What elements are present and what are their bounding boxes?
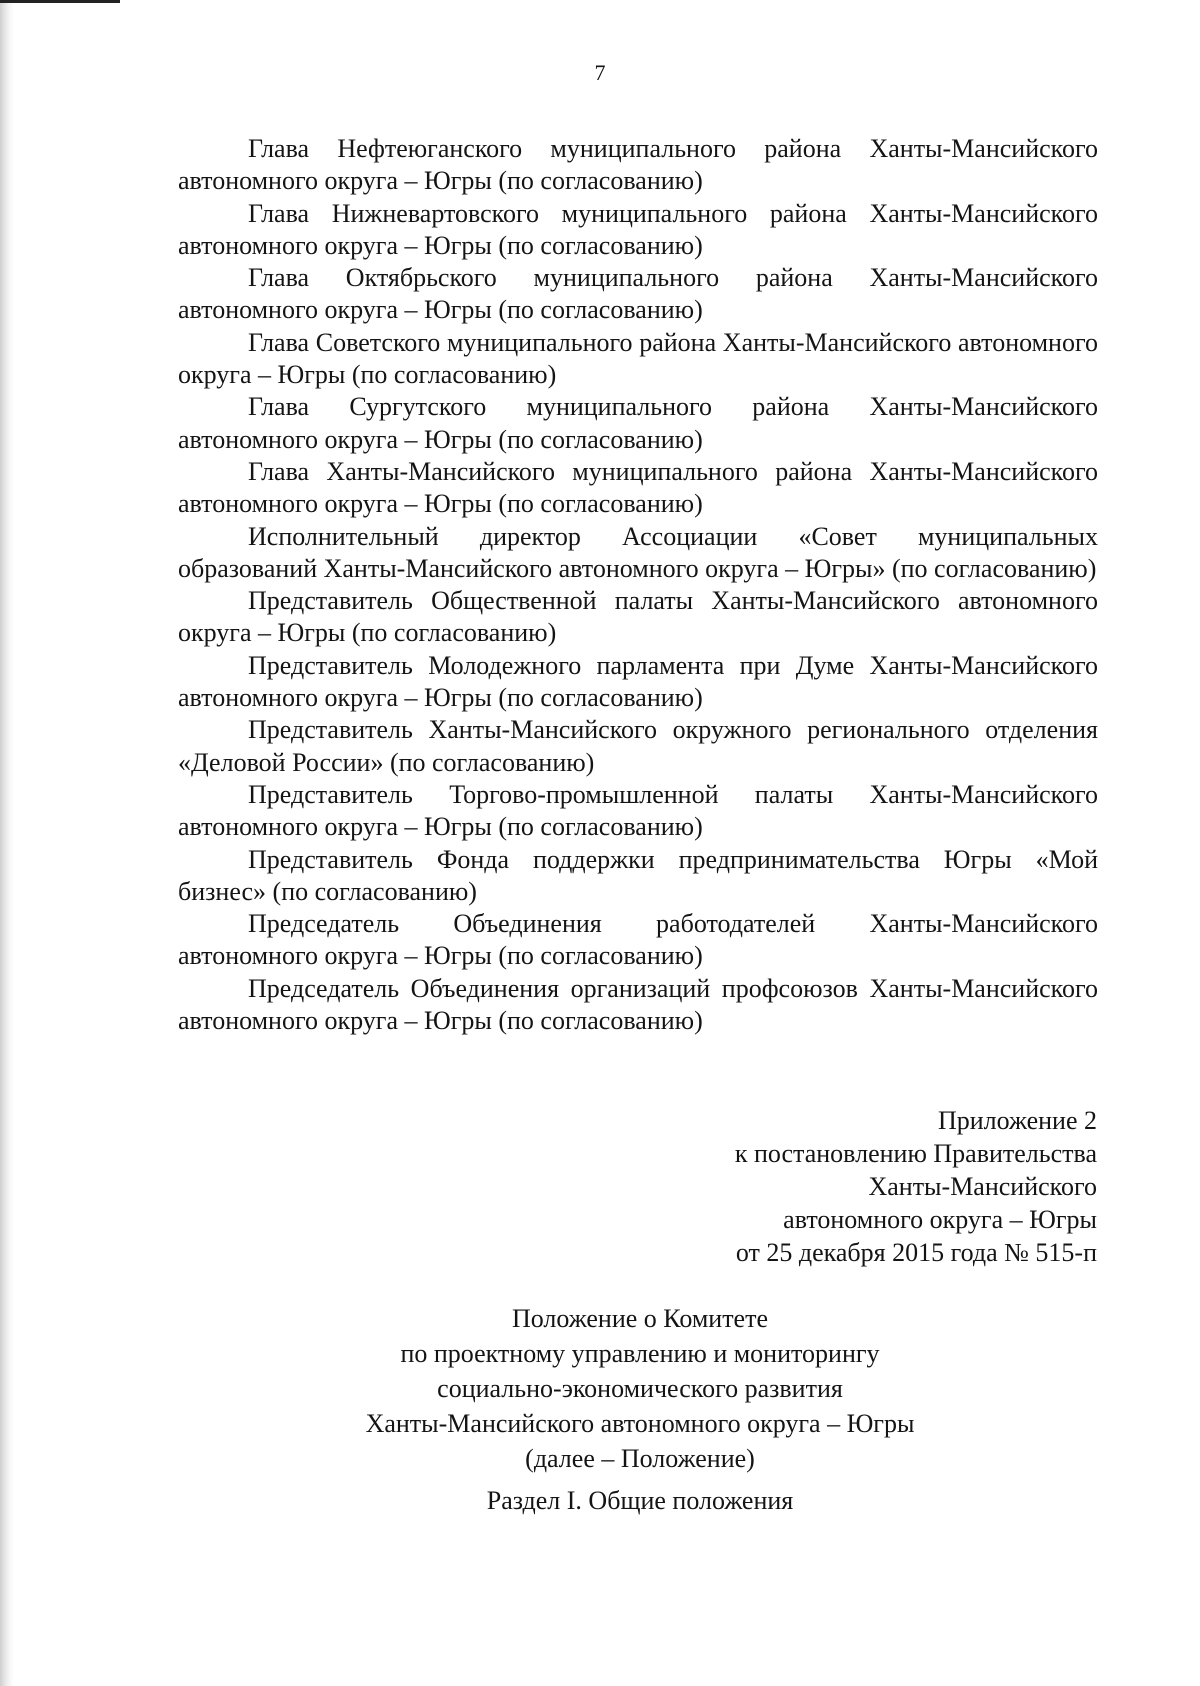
appendix-reference: к постановлению Правительства xyxy=(734,1139,1097,1168)
regulation-title-line: социально-экономического развития xyxy=(437,1374,843,1403)
section-heading: Раздел I. Общие положения xyxy=(486,1486,794,1515)
page-number: 7 xyxy=(594,60,606,85)
member-entry: Исполнительный директор Ассоциации «Совет муниципальных образований Ханты-Мансийского автономного округа – Югры» (по согласованию) xyxy=(178,521,1098,583)
member-entry: Председатель Объединения организаций профсоюзов Ханты-Мансийского автономного округа – Югры (по согласованию) xyxy=(178,973,1098,1036)
member-entry: Председатель Объединения работодателей Ханты-Мансийского автономного округа – Югры (по согласованию) xyxy=(178,909,1098,971)
regulation-title xyxy=(160,1301,1120,1476)
regulation-title-line: (далее – Положение) xyxy=(525,1444,755,1473)
regulation-title-line: Ханты-Мансийского автономного округа – Югры xyxy=(365,1409,915,1438)
appendix-region-cont: автономного округа – Югры xyxy=(783,1205,1097,1234)
member-entry: Глава Сургутского муниципального района Ханты-Мансийского автономного округа – Югры (по согласованию) xyxy=(178,392,1098,454)
committee-members-list xyxy=(178,133,1098,1037)
member-entry: Глава Октябрьского муниципального района Ханты-Мансийского автономного округа – Югры (по согласованию) xyxy=(178,263,1098,325)
appendix-number: Приложение 2 xyxy=(937,1106,1097,1135)
member-entry: Представитель Ханты-Мансийского окружного регионального отделения «Деловой России» (по согласованию) xyxy=(178,715,1098,777)
member-entry: Представитель Фонда поддержки предпринимательства Югры «Мой бизнес» (по согласованию) xyxy=(178,844,1098,906)
member-entry: Глава Нефтеюганского муниципального района Ханты-Мансийского автономного округа – Югры (по согласованию) xyxy=(178,134,1098,196)
member-entry: Представитель Общественной палаты Ханты-Мансийского автономного округа – Югры (по согласованию) xyxy=(178,586,1098,648)
appendix-region: Ханты-Мансийского xyxy=(868,1172,1097,1201)
member-entry: Представитель Молодежного парламента при Думе Ханты-Мансийского автономного округа – Югры (по согласованию) xyxy=(178,650,1098,713)
appendix-header xyxy=(735,1104,1097,1269)
member-entry: Глава Советского муниципального района Ханты-Мансийского автономного округа – Югры (по согласованию) xyxy=(178,327,1098,390)
member-entry: Представитель Торгово-промышленной палаты Ханты-Мансийского автономного округа – Югры (по согласованию) xyxy=(178,779,1098,842)
regulation-title-line: Положение о Комитете xyxy=(511,1304,768,1333)
scan-left-edge xyxy=(0,0,14,1686)
member-entry: Глава Ханты-Мансийского муниципального района Ханты-Мансийского автономного округа – Югры (по согласованию) xyxy=(178,456,1098,519)
scan-top-rule xyxy=(0,0,120,3)
member-entry: Глава Нижневартовского муниципального района Ханты-Мансийского автономного округа – Югры (по согласованию) xyxy=(178,198,1098,260)
regulation-title-line: по проектному управлению и мониторингу xyxy=(400,1339,880,1368)
appendix-date: от 25 декабря 2015 года № 515-п xyxy=(735,1238,1097,1267)
